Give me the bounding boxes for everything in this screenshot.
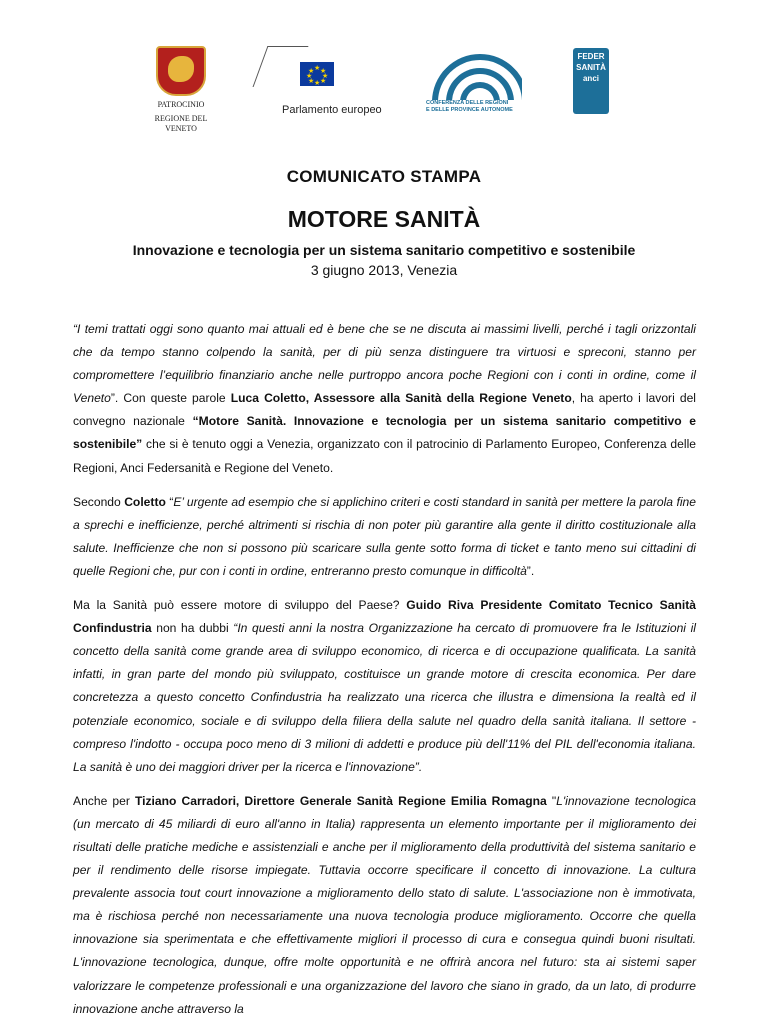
speaker-name: Coletto <box>124 494 166 509</box>
press-release-kicker: COMUNICATO STAMPA <box>286 167 482 186</box>
paragraph-4 <box>73 790 696 1021</box>
dateline: 3 giugno 2013, Venezia <box>310 262 458 278</box>
text: ”. <box>526 563 535 578</box>
veneto-caption-2: REGIONE DEL VENETO <box>154 114 208 133</box>
quote: E’ urgente ad esempio che si applichino criteri e costi standard in sanità per mettere la parola fine a sprechi e inefficienze, perché altrimenti si rischia di non poter più garantire alla gente il diritto costituzionale alla salute. Inefficienze che non si possono più scaricare sulla gente sotto forma di ticket e tanto meno sui cittadini di quelle Regioni che, pur con i conti in ordine, entreranno presto comunque in difficoltà <box>73 494 696 578</box>
conferenza-regioni-logo <box>420 48 530 114</box>
regione-veneto-logo <box>150 46 212 134</box>
veneto-caption-1: PATROCINIO <box>157 100 205 109</box>
article-body <box>73 318 696 1032</box>
text: ”. Con queste parole <box>110 391 231 406</box>
text: non ha dubbi <box>151 621 234 636</box>
federsanita-caption-1: FEDER <box>577 52 605 61</box>
page-subtitle: Innovazione e tecnologia per un sistema sanitario competitivo e sostenibile <box>132 242 636 258</box>
quote: “I temi trattati oggi sono quanto mai attuali ed è bene che se ne discuta ai massimi livelli, perché i tagli orizzontali che da tempo stanno colpendo la sanità, per di più senza distinguere tra virtuosi e spreconi, stanno per compromettere l’equilibrio finanziario anche nelle purtroppo ancora poche Regioni con i conti in ordine, come il Veneto <box>73 322 696 406</box>
federsanita-anci-logo <box>573 48 609 114</box>
conference-caption-1: CONFERENZA DELLE REGIONI <box>426 100 509 106</box>
federsanita-caption-2: SANITÀ <box>576 63 606 72</box>
paragraph-1 <box>73 318 696 480</box>
event-title: “Motore Sanità. Innovazione e tecnologia per un sistema sanitario competitivo e sostenibile” <box>73 414 696 452</box>
text: , ha aperto i lavori del convegno nazionale <box>73 391 696 429</box>
speaker-name: Guido Riva Presidente Comitato Tecnico Sanità Confindustria <box>73 598 696 636</box>
parliament-caption: Parlamento europeo <box>282 104 382 116</box>
quote: “In questi anni la nostra Organizzazione ha cercato di promuovere fra le Istituzioni il concetto della sanità come grande area di sviluppo economico, di ricerca e di occupazione qualificata. La sanità infatti, in gran parte del mondo più sviluppato, costituisce un grande motore di crescita economica. Per dare concretezza a questo concetto Confindustria ha realizzato una ricerca che illustra e dimensiona la realtà ed il potenziale economico, sociale e di sviluppo della filiera della salute nel quadro della sanità italiana. Il settore - compreso l'indotto - occupa poco meno di 3 milioni di addetti e produce più dell'11% del PIL dell'economia italiana. La sanità è uno dei maggiori driver per la ricerca e l'innovazione”. <box>73 621 696 774</box>
quote: L'innovazione tecnologica (un mercato di 45 miliardi di euro all'anno in Italia) rappresenta un elemento importante per il miglioramento dei risultati delle pratiche mediche e assistenziali e anche per il miglioramento della produttività del sistema sanitario e per il rendimento delle risorse impiegate. Tuttavia occorre specificare il concetto di innovazione. La cultura prevalente associa tout court innovazione a miglioramento dello stato di salute. L'associazione non è immotivata, ma è rischiosa perché non necessariamente una nuova tecnologia produce miglioramento. Occorre che quella innovazione sia sperimentata e che effettivamente migliori il processo di cura e consegua quindi buoni risultati. L'innovazione tecnologica, dunque, offre molte opportunità e ne offrirà ancora nel futuro: sta ai sistemi saper valorizzare le competenze professionali e una organizzazione del lavoro che siano in grado, da un lato, di produrre innovazione anche attraverso la <box>73 793 696 1016</box>
logo-bar <box>0 40 768 133</box>
text: Ma la Sanità può essere motore di sviluppo del Paese? <box>73 598 407 613</box>
text: Anche per <box>73 793 135 808</box>
federsanita-caption-3: anci <box>582 74 599 83</box>
text: che si è tenuto oggi a Venezia, organizzato con il patrocinio di Parlamento Europeo, Conferenza delle Regioni, Anci Federsanità e Regione del Veneto. <box>73 437 696 475</box>
page-title: MOTORE SANITÀ <box>287 206 481 232</box>
text: “ <box>165 494 174 509</box>
lion-of-st-mark-icon <box>156 46 206 96</box>
paragraph-3 <box>73 594 696 779</box>
paragraph-2 <box>73 491 696 583</box>
eu-flag-icon: ★ ★ ★ ★ ★ ★ ★ ★ <box>300 62 334 86</box>
conference-arcs-icon <box>426 48 522 100</box>
text: Secondo <box>73 494 125 509</box>
conference-caption-2: E DELLE PROVINCE AUTONOME <box>426 107 513 113</box>
text: " <box>546 793 557 808</box>
speaker-name: Tiziano Carradori, Direttore Generale Sanità Regione Emilia Romagna <box>134 793 547 808</box>
speaker-name: Luca Coletto, Assessore alla Sanità della Regione Veneto <box>230 391 572 406</box>
